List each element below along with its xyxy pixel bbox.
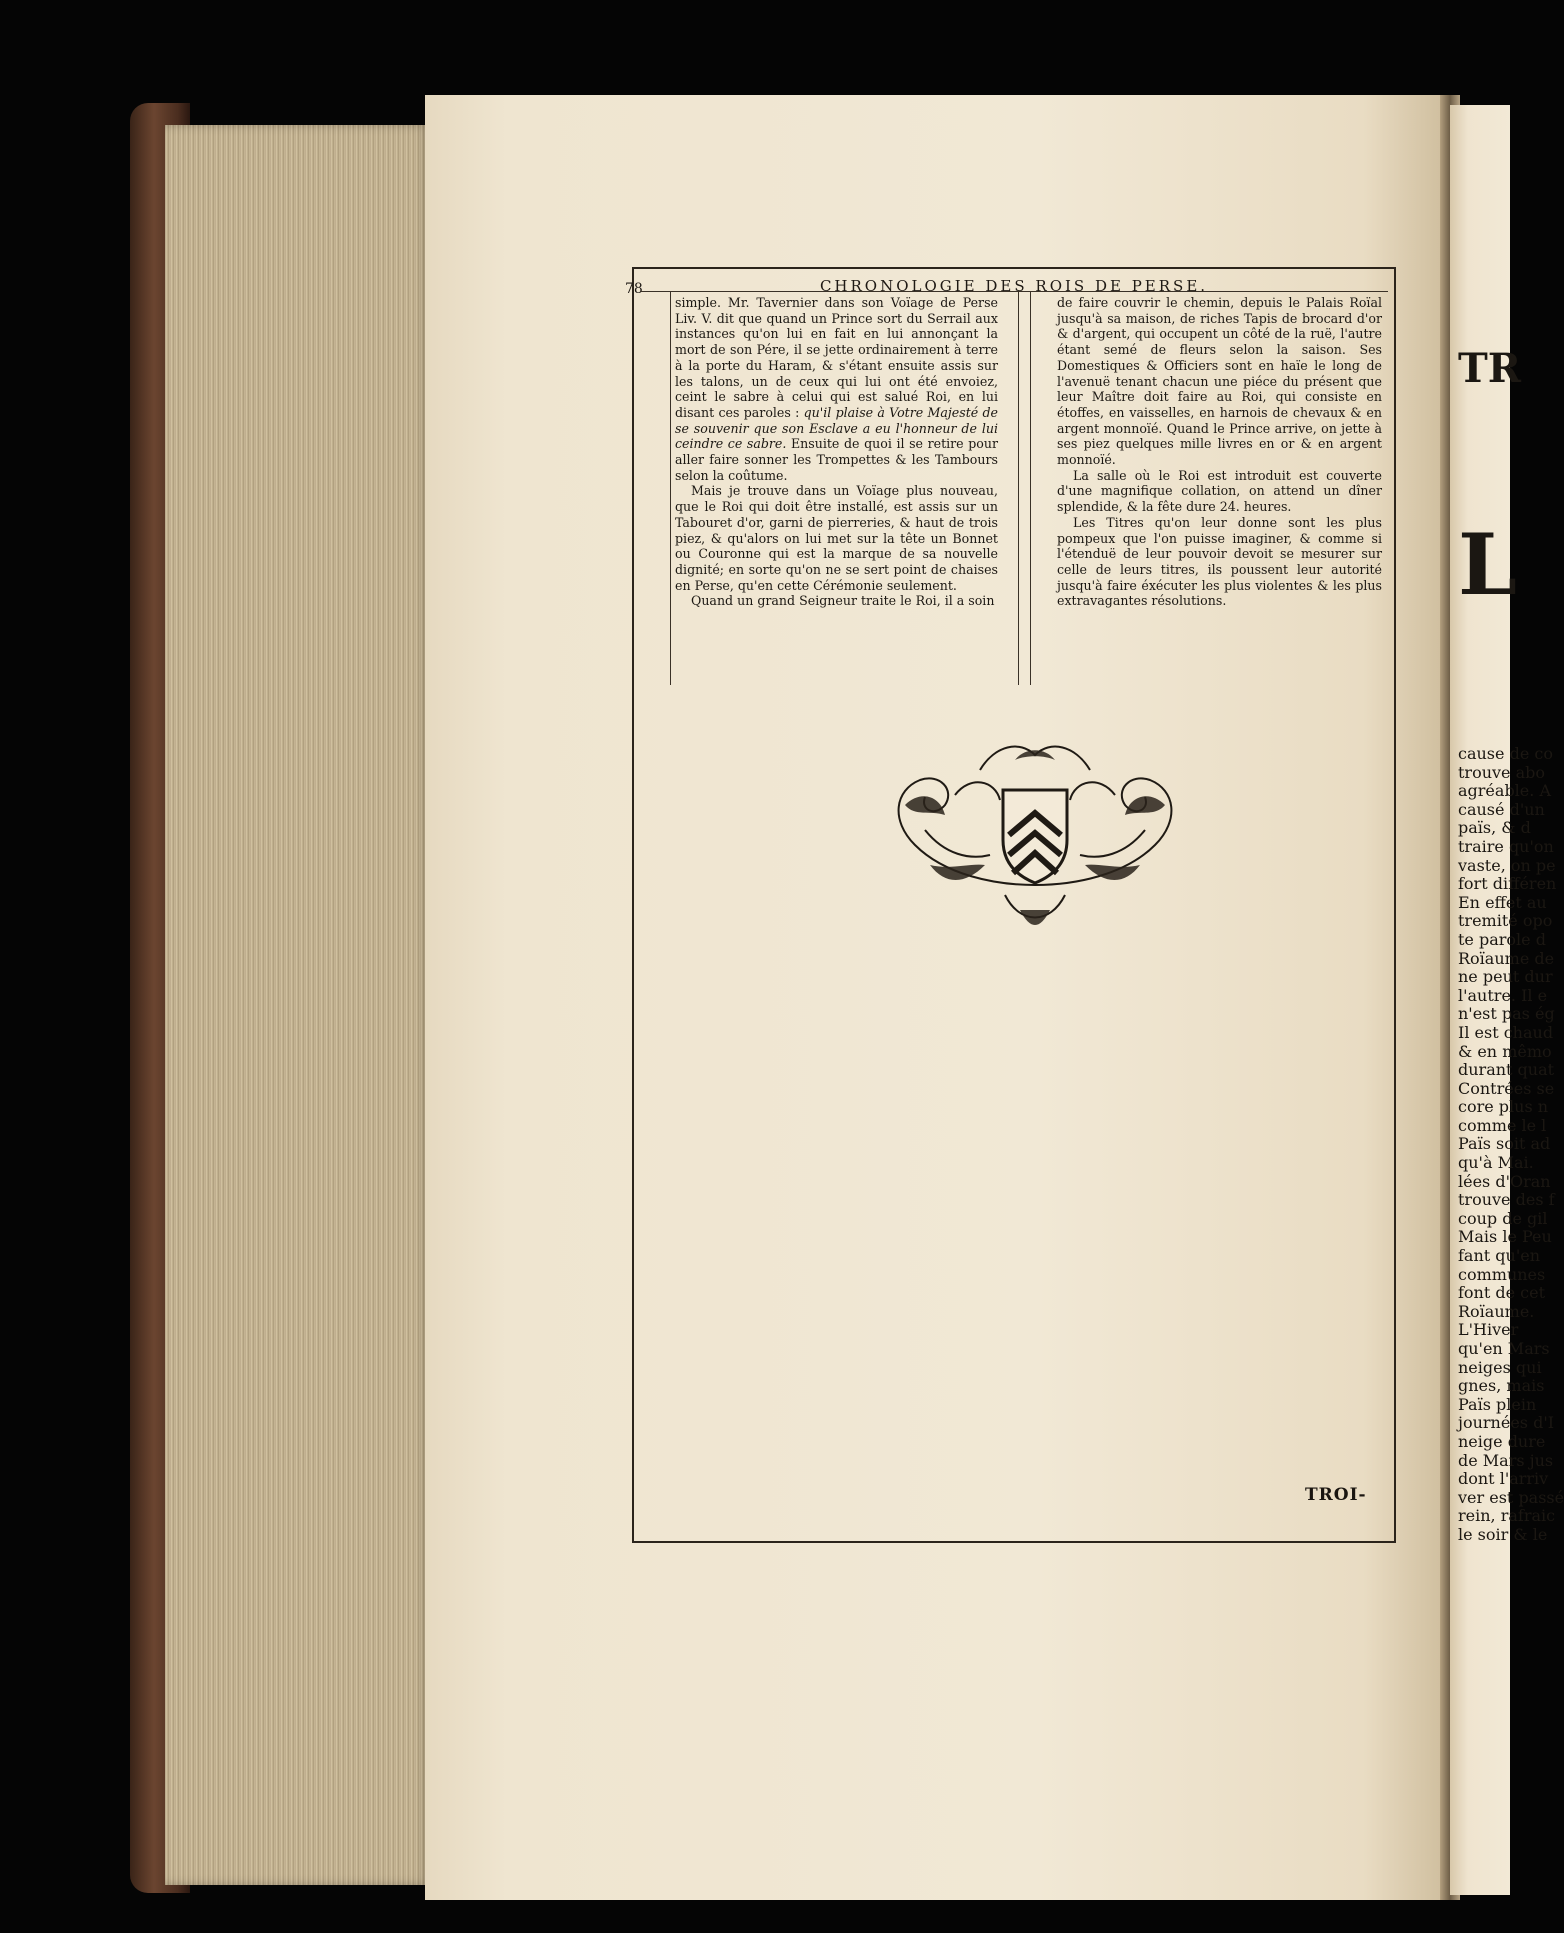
facing-text-line: communes <box>1458 1264 1546 1284</box>
facing-text-line: causé d'un <box>1458 799 1545 819</box>
heraldic-cartouche-ornament <box>885 735 1185 935</box>
facing-text-line: Mais le Peu <box>1458 1227 1552 1247</box>
paragraph: Les Titres qu'on leur donne sont les plus pompeux que l'on puisse imaginer, & comme si l'étenduë de leur pouvoir devoit se mesurer sur celle de leurs titres, ils poussent leur autorité jusqu'à faire éxécuter les plus violentes & les plus extravagantes résolutions. <box>1057 514 1382 609</box>
facing-heading: TR <box>1458 345 1522 392</box>
facing-text-line: comme le l <box>1458 1115 1547 1135</box>
quoted-words: qu'il plaise à Votre Majesté de se souvenir que son Esclave a eu l'honneur de lui ceindre ce sabre. <box>675 404 998 452</box>
facing-text-line: vaste, on pe <box>1458 855 1556 875</box>
running-head: CHRONOLOGIE DES ROIS DE PERSE. <box>819 277 1209 295</box>
facing-text-line: le soir & le <box>1458 1524 1548 1544</box>
facing-text-line: n'est pas ég <box>1458 1004 1555 1024</box>
facing-text-line: qu'en Mars <box>1458 1339 1550 1358</box>
facing-text-line: de Mars jus <box>1458 1450 1554 1470</box>
facing-text-line: neige dure <box>1458 1431 1546 1451</box>
facing-text-line: trouve abo <box>1458 762 1546 782</box>
column-rule-center-b <box>1030 291 1031 685</box>
paragraph <box>675 295 998 483</box>
facing-text-line: fort différen <box>1458 874 1557 894</box>
facing-text-line: Roïaume. <box>1458 1301 1535 1321</box>
paragraph: de faire couvrir le chemin, depuis le Palais Roïal jusqu'à sa maison, de riches Tapis de brocard d'or & d'argent, qui occupent un côté de la ruë, l'autre étant semé de fleurs selon la saison. Ses Domestiques & Officiers sont en haïe le long de l'avenuë tenant chacun une piéce du présent que leur Maître doit faire au Roi, qui consiste en étoffes, en vaisselles, en harnois de chevaux & en argent monnoïé. Quand le Prince arrive, on jette à ses piez quelques mille livres en or & en argent monnoïé. <box>1057 295 1382 468</box>
paragraph: Mais je trouve dans un Voïage plus nouveau, que le Roi qui doit être installé, est assis sur un Tabouret d'or, garni de pierreries, & haut de trois piez, & qu'alors on lui met sur la tête un Bonnet ou Couronne qui est la marque de sa nouvelle dignité; en sorte qu'on ne se sert point de chaises en Perse, qu'en cette Cérémonie seulement. <box>675 483 998 593</box>
facing-text-line: & en mêmo <box>1458 1041 1552 1061</box>
facing-text-line: Païs soit ad <box>1458 1134 1551 1154</box>
facing-text-line: Païs plein <box>1458 1394 1537 1414</box>
catchword: TROI- <box>1305 1485 1367 1505</box>
open-book <box>130 95 1564 1915</box>
facing-page-fragment <box>1450 105 1564 1895</box>
page-number: 78 <box>625 281 643 297</box>
facing-text-line: L'Hiver <box>1458 1320 1519 1340</box>
facing-text-line: fant qu'en <box>1458 1246 1540 1266</box>
facing-text-line: rein, rafraic <box>1458 1506 1556 1526</box>
left-page <box>425 95 1445 1900</box>
facing-text-line: coup de gil <box>1458 1208 1548 1228</box>
facing-text-line: te parole d <box>1458 929 1546 949</box>
paragraph: Quand un grand Seigneur traite le Roi, il a soin <box>691 593 995 609</box>
facing-text-line: gnes, mais <box>1458 1376 1545 1396</box>
right-text-column <box>1057 295 1382 609</box>
left-text-column <box>675 295 998 609</box>
facing-text-line: qu'à Mai. <box>1458 1153 1534 1173</box>
paragraph-text: simple. Mr. Tavernier dans son Voïage de Perse Liv. V. dit que quand un Prince sort du Serrail aux instances qu'on lui en fait en lui annonçant la mort de son Pére, il se jette ordinairement à terre à la porte du Haram, & s'étant ensuite assis sur les talons, un de ceux qui lui ont été envoiez, ceint le sabre à celui qui est salué Roi, en lui disant ces paroles : <box>675 295 998 420</box>
facing-text-line: l'autre. Il e <box>1458 985 1548 1005</box>
facing-text-line: agréable. A <box>1458 781 1551 801</box>
facing-text-line: trouve des f <box>1458 1190 1555 1210</box>
facing-text-line: lées d'Oran <box>1458 1171 1551 1191</box>
facing-text-line: Il est chaud <box>1458 1022 1554 1042</box>
column-rule-left <box>670 291 671 685</box>
facing-text-line: ne peut dur <box>1458 967 1553 987</box>
column-rule-center-a <box>1018 291 1019 685</box>
page-edges <box>165 125 430 1885</box>
paragraph-text: Ensuite de quoi il se retire pour aller faire sonner les Trompettes & les Tambours selon la coûtume. <box>675 436 998 483</box>
facing-text-line: Roïaume de <box>1458 948 1555 968</box>
facing-text-line: traire qu'on <box>1458 836 1554 856</box>
facing-text-line: durant quat <box>1458 1060 1555 1080</box>
header-rule <box>640 291 1388 292</box>
facing-text-line: core plus n <box>1458 1097 1549 1117</box>
facing-text-line: ver est passé <box>1458 1487 1564 1507</box>
paragraph: La salle où le Roi est introduit est couverte d'une magnifique collation, on attend un dîner splendide, & la fête dure 24. heures. <box>1057 467 1382 515</box>
facing-text-line: Contrées se <box>1458 1078 1555 1098</box>
facing-text-line: En effet au <box>1458 892 1547 912</box>
facing-text-line: dont l'arriv <box>1458 1469 1549 1489</box>
facing-text-lines <box>1458 745 1564 1545</box>
facing-drop-initial: L <box>1458 515 1518 614</box>
facing-text-line: cause de co <box>1458 744 1553 763</box>
facing-text-line: païs, & d <box>1458 818 1531 838</box>
facing-text-line: neiges qui <box>1458 1357 1542 1377</box>
facing-text-line: font de cet <box>1458 1283 1546 1303</box>
facing-text-line: journées d'I <box>1458 1413 1555 1433</box>
facing-text-line: tremité opo <box>1458 911 1553 931</box>
